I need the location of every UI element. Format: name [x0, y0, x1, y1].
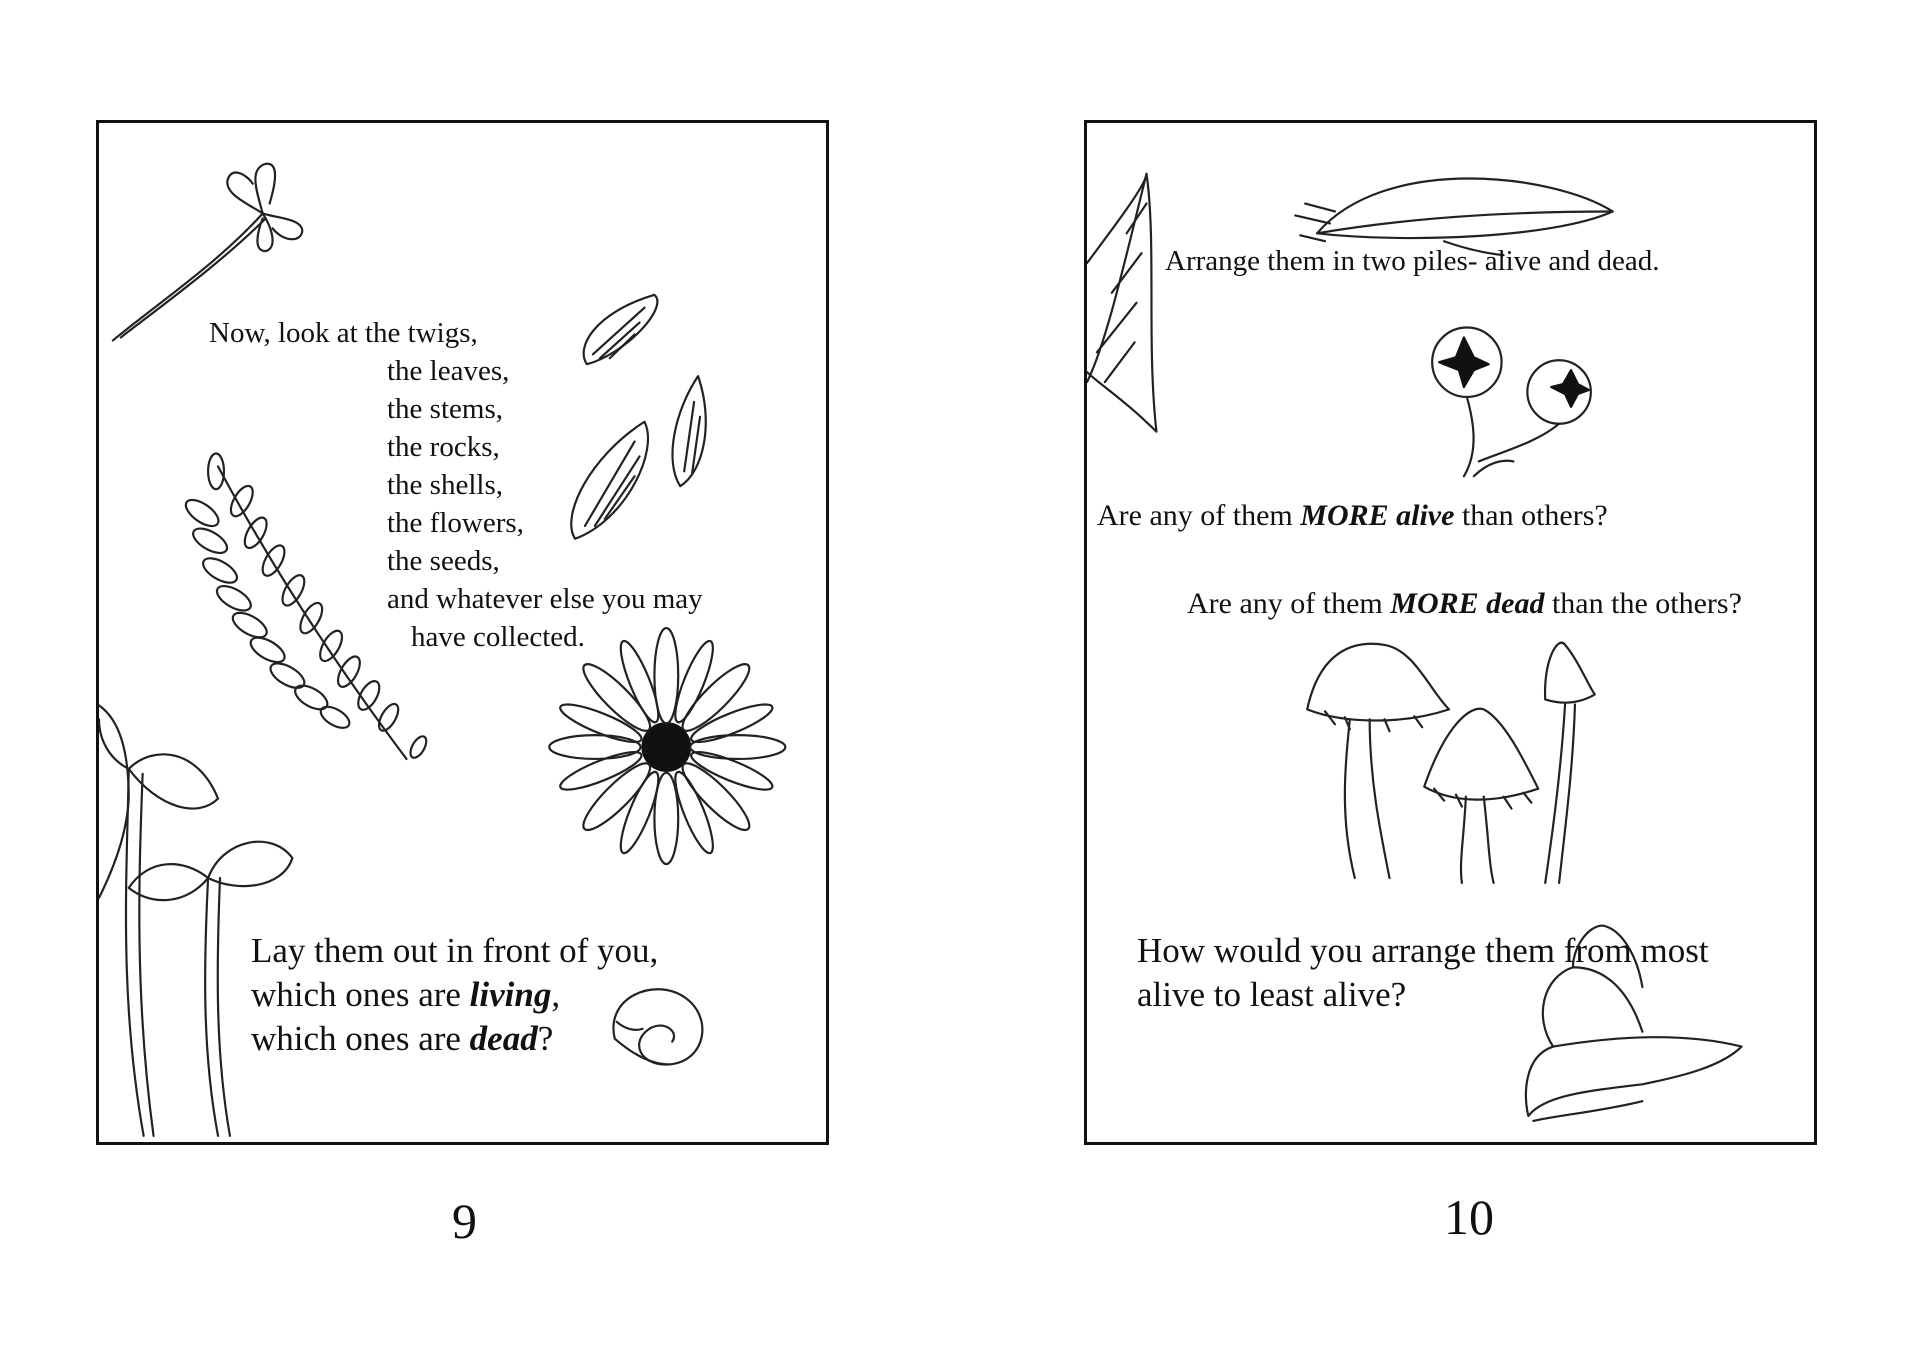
poem-line: the leaves,: [387, 355, 510, 387]
poem-line: the shells,: [387, 469, 503, 501]
emphasis-more-dead: MORE dead: [1390, 587, 1545, 620]
closing-line: [251, 1021, 553, 1056]
daisy-icon: [549, 628, 785, 864]
mushrooms-icon: [1307, 643, 1595, 883]
question-more-alive: [1097, 501, 1608, 531]
page-number-left: 9: [452, 1193, 477, 1249]
question-text: Are any of them: [1097, 499, 1301, 532]
emphasis-dead: dead: [469, 1019, 538, 1058]
closing-line: How would you arrange them from most: [1137, 931, 1709, 970]
poem-line: the flowers,: [387, 507, 524, 539]
closing-text: which ones are: [251, 975, 470, 1014]
leaf-icon: [1087, 174, 1156, 432]
closing-line: alive to least alive?: [1137, 975, 1407, 1014]
question-text: than the others?: [1544, 587, 1742, 620]
sprout-icon: [99, 705, 292, 1135]
poem-line: and whatever else you may: [387, 583, 703, 615]
berries-icon: [1432, 328, 1591, 477]
closing-text: which ones are: [251, 1019, 470, 1058]
emphasis-living: living: [469, 975, 552, 1014]
closing-text: ?: [537, 1019, 554, 1058]
question-text: Are any of them: [1187, 587, 1391, 620]
clover-icon: [113, 164, 302, 341]
emphasis-more-alive: MORE alive: [1300, 499, 1455, 532]
instruction-text: Arrange them in two piles- alive and dead.: [1165, 245, 1660, 277]
page-10: [1084, 120, 1817, 1145]
poem-line: the stems,: [387, 393, 503, 425]
poem-line: the seeds,: [387, 545, 500, 577]
page-9: [96, 120, 829, 1145]
shell-icon: [613, 989, 702, 1064]
closing-line: [251, 977, 560, 1012]
closing-line: Lay them out in front of you,: [251, 931, 659, 970]
poem-line: the rocks,: [387, 431, 500, 463]
seed-icon: [571, 295, 706, 539]
poem-line: have collected.: [411, 621, 585, 653]
feather-icon: [1295, 178, 1612, 255]
question-text: than others?: [1454, 499, 1608, 532]
closing-text: ,: [551, 975, 561, 1014]
poem-line: Now, look at the twigs,: [209, 317, 478, 349]
page-number-right: 10: [1444, 1189, 1494, 1245]
question-more-dead: [1187, 589, 1742, 619]
